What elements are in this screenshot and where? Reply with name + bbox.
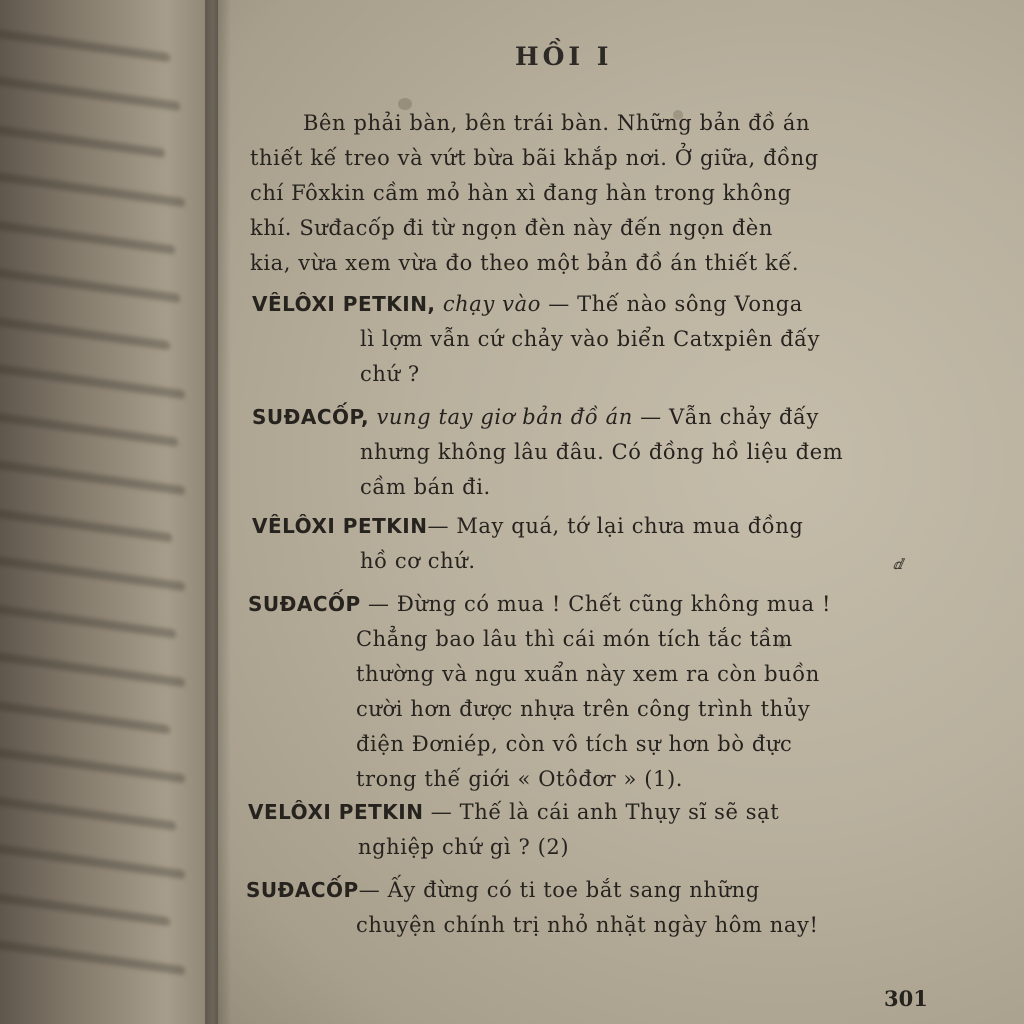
dialogue-line: cầm bán đi. <box>360 475 491 499</box>
dialogue-line: thường và ngu xuẩn này xem ra còn buồn <box>356 662 820 686</box>
dialogue-line <box>252 294 803 315</box>
dialogue-text: — Thế nào sông Vonga <box>541 292 803 316</box>
dialogue-line: trong thế giới « Otôđơr » (1). <box>356 767 684 791</box>
dialogue-line <box>252 516 803 537</box>
dialogue-line: cười hơn được nhựa trên công trình thủy <box>356 697 811 721</box>
paragraph-line: thiết kế treo và vứt bừa bãi khắp nơi. Ở giữa, đồng <box>250 146 819 170</box>
speaker-name: SUĐACỐP <box>246 878 359 902</box>
dialogue-text: — Thế là cái anh Thụy sĩ sẽ sạt <box>423 800 780 824</box>
act-heading: HỒI I <box>515 42 613 71</box>
dialogue-line: hồ cơ chứ. <box>360 549 476 573</box>
paragraph-line: khí. Sưđacốp đi từ ngọn đèn này đến ngọn đèn <box>250 216 774 240</box>
dialogue-line <box>248 594 831 615</box>
stage-direction: vung tay giơ bản đồ án <box>376 405 633 429</box>
dialogue-line <box>246 880 760 901</box>
speaker-name: SUĐACỐP <box>248 592 361 616</box>
page-number: 301 <box>884 986 928 1011</box>
stage-direction: chạy vào <box>442 292 541 316</box>
speaker-name: VELÔXI PETKIN <box>248 800 424 824</box>
dialogue-text: — Ấy đừng có ti toe bắt sang những <box>358 878 760 902</box>
dialogue-line <box>248 802 779 823</box>
speaker-name: VÊLÔXI PETKIN <box>252 514 428 538</box>
ink-mark-icon: ⅆ <box>893 557 903 573</box>
dialogue-text: — Vẫn chảy đấy <box>632 405 819 429</box>
speaker-name: SUĐACỐP, <box>252 405 370 429</box>
dialogue-line: Chẳng bao lâu thì cái món tích tắc tầm <box>356 627 793 651</box>
paragraph-line: kia, vừa xem vừa đo theo một bản đồ án thiết kế. <box>250 251 800 275</box>
dialogue-line: điện Đơniép, còn vô tích sự hơn bò đực <box>356 732 793 756</box>
speaker-name: VÊLÔXI PETKIN, <box>252 292 436 316</box>
dialogue-line: nghiệp chứ gì ? (2) <box>358 835 570 859</box>
dialogue-line: nhưng không lâu đâu. Có đồng hồ liệu đem <box>360 440 844 464</box>
dialogue-line: chứ ? <box>360 362 420 386</box>
paragraph-line: Bên phải bàn, bên trái bàn. Những bản đồ án <box>303 111 811 135</box>
dialogue-line <box>252 407 819 428</box>
dialogue-text: — Đừng có mua ! Chết cũng không mua ! <box>360 592 831 616</box>
paragraph-line: chí Fôxkin cầm mỏ hàn xì đang hàn trong không <box>250 181 792 205</box>
dialogue-line: chuyện chính trị nhỏ nhặt ngày hôm nay! <box>356 913 819 937</box>
dialogue-line: lì lợm vẫn cứ chảy vào biển Catxpiên đấy <box>360 327 821 351</box>
dialogue-text: — May quá, tớ lại chưa mua đồng <box>427 514 804 538</box>
